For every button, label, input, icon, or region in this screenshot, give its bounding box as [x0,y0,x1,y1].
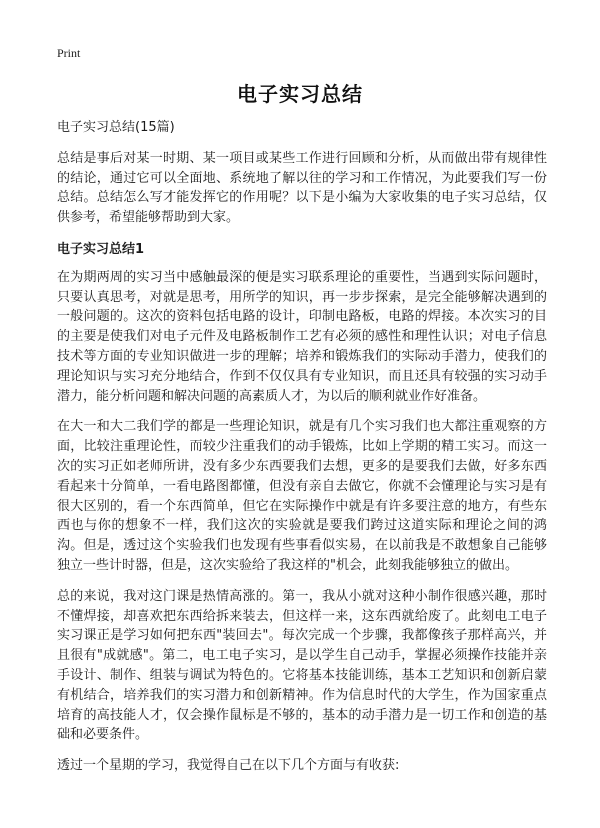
body-paragraph-1: 在为期两周的实习当中感触最深的便是实习联系理论的重要性，当遇到实际问题时，只要认真思考，对就是思考，用所学的知识，再一步步探索，是完全能够解决遇到的一般问题的。这次的资料包括电路的设计，印制电路板，电路的焊接。本次实习的目的主要是使我们对电子元件及电路板制作工艺有必须的感性和理性认识；对电子信息技术等方面的专业知识做进一步的理解；培养和锻炼我们的实际动手潜力，使我们的理论知识与实习充分地结合，作到不仅仅具有专业知识，而且还具有较强的实习动手潜力，能分析问题和解决问题的高素质人才，为以后的顺利就业作好准备。 [57,269,547,404]
document-subtitle: 电子实习总结(15篇) [57,120,175,135]
body-paragraph-2: 在大一和大二我们学的都是一些理论知识，就是有几个实习我们也大都注重观察的方面，比较注重理论性，而较少注重我们的动手锻炼，比如上学期的精工实习。而这一次的实习正如老师所讲，没有多少东西要我们去想，更多的是要我们去做，好多东西看起来十分简单，一看电路图都懂，但没有亲自去做它，你就不会懂理论与实习是有很大区别的，看一个东西简单，但它在实际操作中就是有许多要注意的地方，有些东西也与你的想象不一样，我们这次的实验就是要我们跨过这道实际和理论之间的鸿沟。但是，透过这个实验我们也发现有些事看似实易，在以前我是不敢想象自己能够独立一些计时器，但是，这次实验给了我这样的"机会，此刻我能够独立的做出。 [57,419,547,573]
document-body [57,118,547,787]
print-label[interactable]: Print [57,46,81,60]
document-title: 电子实习总结 [237,82,363,106]
body-paragraph-4: 透过一个星期的学习，我觉得自己在以下几个方面与有收获: [57,758,400,774]
section-heading: 电子实习总结1 [57,241,145,257]
intro-paragraph: 总结是事后对某一时期、某一项目或某些工作进行回顾和分析，从而做出带有规律性的结论，通过它可以全面地、系统地了解以往的学习和工作情况，为此要我们写一份总结。总结怎么写才能发挥它的作用呢？以下是小编为大家收集的电子实习总结，仅供参考，希望能够帮助到大家。 [57,150,547,226]
body-paragraph-3: 总的来说，我对这门课是热情高涨的。第一，我从小就对这种小制作很感兴趣，那时不懂焊接，却喜欢把东西给拆来装去，但这样一来，这东西就给废了。此刻电工电子实习课正是学习如何把东西"装回去"。每次完成一个步骤，我都像孩子那样高兴，并且很有"成就感"。第二，电工电子实习，是以学生自己动手，掌握必须操作技能并亲手设计、制作、组装与调试为特色的。它将基本技能训练，基本工艺知识和创新启蒙有机结合，培养我们的实习潜力和创新精神。作为信息时代的大学生，作为国家重点培育的高技能人才，仅会操作鼠标是不够的，基本的动手潜力是一切工作和创造的基础和必要条件。 [57,588,547,743]
